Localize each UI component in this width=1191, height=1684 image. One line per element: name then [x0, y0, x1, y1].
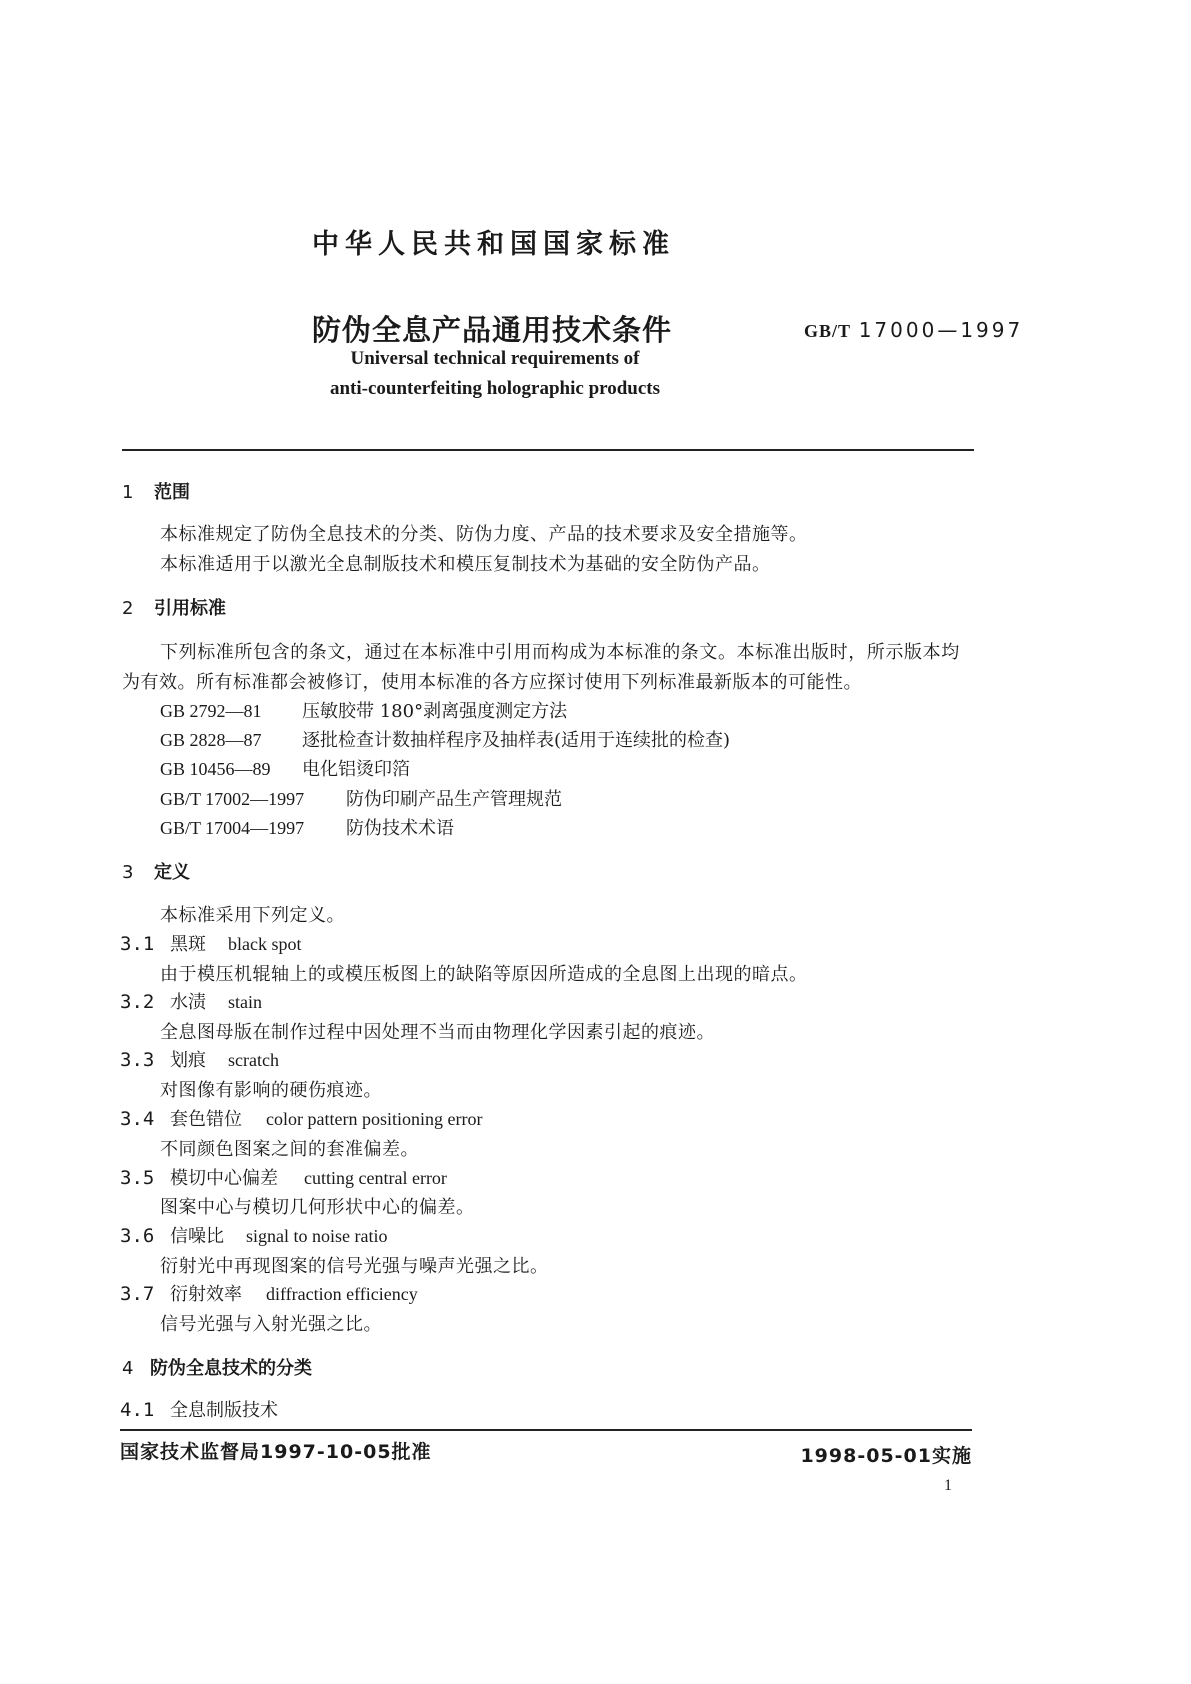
- section-title: 定义: [154, 862, 190, 883]
- reference-item: [160, 814, 454, 840]
- section-2-heading: [122, 594, 226, 620]
- term-entry: [120, 1164, 447, 1190]
- section-title: 范围: [154, 482, 190, 503]
- term-cn: 划痕: [170, 1050, 206, 1071]
- section-1-heading: [122, 478, 190, 504]
- section-1-paragraph-2: 本标准适用于以激光全息制版技术和模压复制技术为基础的安全防伪产品。: [160, 554, 771, 575]
- header-rule: [122, 449, 974, 451]
- term-number: 3.4: [120, 1108, 155, 1130]
- term-en: color pattern positioning error: [266, 1109, 483, 1129]
- term-definition: 图案中心与模切几何形状中心的偏差。: [160, 1197, 475, 1218]
- term-number: 3.3: [120, 1049, 155, 1071]
- reference-item: [160, 697, 567, 723]
- term-en: cutting central error: [304, 1168, 447, 1188]
- term-cn: 水渍: [170, 992, 206, 1013]
- term-cn: 套色错位: [170, 1109, 242, 1130]
- implementation-date: 1998-05-01实施: [800, 1445, 972, 1467]
- reference-item: [160, 755, 410, 781]
- standard-code-prefix: GB/T: [804, 321, 852, 341]
- term-entry: [120, 1105, 482, 1131]
- term-en: diffraction efficiency: [266, 1284, 418, 1304]
- term-number: 3.6: [120, 1225, 155, 1247]
- section-4-heading: [122, 1354, 312, 1380]
- term-entry: [120, 930, 302, 956]
- term-definition: 信号光强与入射光强之比。: [160, 1314, 382, 1335]
- reference-title: 防伪技术术语: [346, 818, 454, 839]
- term-en: scratch: [228, 1050, 279, 1070]
- standard-code: [804, 318, 1023, 342]
- subsection-4-1: [120, 1396, 278, 1422]
- reference-code: GB/T 17004—1997: [160, 818, 305, 838]
- term-entry: [120, 1280, 418, 1306]
- term-cn: 信噪比: [170, 1226, 224, 1247]
- term-en: black spot: [228, 934, 302, 954]
- reference-code: GB/T 17002—1997: [160, 789, 305, 809]
- term-definition: 全息图母版在制作过程中因处理不当而由物理化学因素引起的痕迹。: [160, 1022, 715, 1043]
- reference-title: 压敏胶带 180°剥离强度测定方法: [302, 701, 568, 722]
- subsection-title: 全息制版技术: [170, 1400, 278, 1421]
- section-2-paragraph-line-1: 下列标准所包含的条文，通过在本标准中引用而构成为本标准的条文。本标准出版时，所示版本均: [160, 642, 960, 663]
- term-number: 3.5: [120, 1167, 155, 1189]
- section-title: 防伪全息技术的分类: [150, 1358, 312, 1379]
- term-en: signal to noise ratio: [246, 1226, 388, 1246]
- reference-code: GB 2828—87: [160, 730, 262, 750]
- reference-code: GB 10456—89: [160, 759, 271, 779]
- term-en: stain: [228, 992, 262, 1012]
- term-number: 3.1: [120, 933, 155, 955]
- term-definition: 不同颜色图案之间的套准偏差。: [160, 1139, 419, 1160]
- section-number: 1: [122, 482, 134, 503]
- term-entry: [120, 988, 262, 1014]
- reference-title: 防伪印刷产品生产管理规范: [346, 789, 562, 810]
- section-1-paragraph-1: 本标准规定了防伪全息技术的分类、防伪力度、产品的技术要求及安全措施等。: [160, 524, 808, 545]
- section-2-paragraph-line-2: 为有效。所有标准都会被修订，使用本标准的各方应探讨使用下列标准最新版本的可能性。: [122, 672, 862, 693]
- reference-item: [160, 785, 562, 811]
- reference-title: 逐批检查计数抽样程序及抽样表(适用于连续批的检查): [302, 730, 731, 751]
- page-number: 1: [944, 1477, 952, 1494]
- section-number: 3: [122, 862, 134, 883]
- term-number: 3.2: [120, 991, 155, 1013]
- term-definition: 对图像有影响的硬伤痕迹。: [160, 1080, 382, 1101]
- section-3-heading: [122, 858, 190, 884]
- term-entry: [120, 1222, 387, 1248]
- document-title-cn: 防伪全息产品通用技术条件: [312, 313, 673, 347]
- term-entry: [120, 1046, 279, 1072]
- term-definition: 由于模压机辊轴上的或模压板图上的缺陷等原因所造成的全息图上出现的暗点。: [160, 964, 808, 985]
- term-definition: 衍射光中再现图案的信号光强与噪声光强之比。: [160, 1256, 549, 1277]
- section-title: 引用标准: [154, 598, 226, 619]
- reference-code: GB 2792—81: [160, 701, 262, 721]
- document-title-en-line2: anti-counterfeiting holographic products: [329, 378, 661, 399]
- section-3-intro: 本标准采用下列定义。: [160, 905, 345, 926]
- reference-item: [160, 726, 730, 752]
- reference-title: 电化铝烫印箔: [302, 759, 410, 780]
- term-cn: 衍射效率: [170, 1284, 242, 1305]
- document-title-en-line1: Universal technical requirements of: [350, 348, 640, 369]
- term-cn: 模切中心偏差: [170, 1168, 278, 1189]
- section-number: 2: [122, 598, 134, 619]
- term-number: 3.7: [120, 1283, 155, 1305]
- term-cn: 黑斑: [170, 934, 206, 955]
- subsection-number: 4.1: [120, 1399, 155, 1421]
- standard-code-number: 17000—1997: [858, 318, 1024, 342]
- approval-statement: 国家技术监督局1997-10-05批准: [120, 1441, 432, 1463]
- national-standard-heading: 中华人民共和国国家标准: [312, 229, 675, 260]
- footer-rule: [120, 1429, 972, 1431]
- section-number: 4: [122, 1358, 134, 1379]
